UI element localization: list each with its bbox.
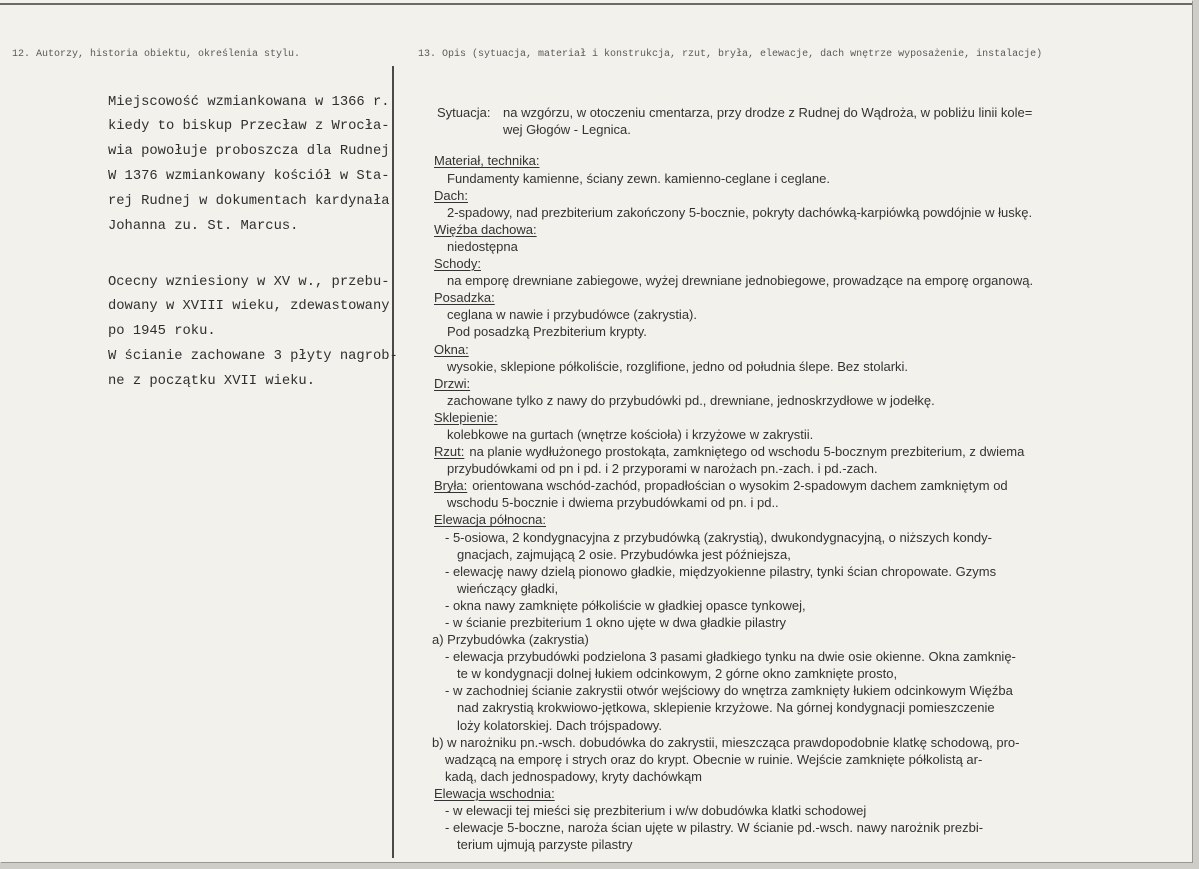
sytuacja-label: Sytuacja: [437,105,491,120]
list-item-continuation: te w kondygnacji dolnej łukiem odcinkowym, 2 górne okno zamknięte prosto, [457,666,898,682]
column-divider [392,66,394,858]
section-heading-material [432,152,1190,169]
list-item-continuation: terium ujmują parzyste pilastry [457,837,633,853]
posadzka-line: Pod posadzką Prezbiterium krypty. [447,324,647,340]
heading-text: Elewacja wschodnia: [434,785,555,801]
heading-text: Sklepienie: [434,409,498,425]
section-heading-posadzka [432,289,1190,306]
sklepienie-line: kolebkowe na gurtach (wnętrze kościoła) i krzyżowe w zakrystii. [447,426,814,442]
heading-text: Materiał, technika: [434,153,540,169]
list-item-continuation: loży kolatorskiej. Dach trójspadowy. [457,717,662,733]
section-heading-dach [432,187,1190,204]
top-border-line [0,3,1192,5]
schody-line: na emporę drewniane zabiegowe, wyżej drewniane jednobiegowe, prowadzące na emporę organową. [447,273,1034,289]
section-heading-okna [432,341,1190,358]
heading-text: Posadzka: [434,290,495,306]
rzut-line [432,443,1190,460]
wiezba-line: niedostępna [447,238,518,254]
history-line: kiedy to biskup Przecław z Wrocła- [108,119,390,135]
bryla-label: Bryła: [434,478,468,494]
sytuacja-text: na wzgórzu, w otoczeniu cmentarza, przy drodze z Rudnej do Wądroża, w pobliżu linii kole= [503,105,1033,120]
bryla-line [432,477,1190,494]
history-line: wia powołuje proboszcza dla Rudnej [108,144,390,160]
material-line: Fundamenty kamienne, ściany zewn. kamienno-ceglane i ceglane. [447,170,830,186]
heading-text: Schody: [434,256,481,272]
subsection-dobudowka: b) w narożniku pn.-wsch. dobudówka do zakrystii, mieszcząca prawdopodobnie klatkę schodową, pro- [432,734,1020,750]
history-line: dowany w XVIII wieku, zdewastowany [108,299,390,315]
section-heading-schody [432,255,1190,272]
sytuacja-line: wej Głogów - Legnica. [503,122,631,138]
history-line: W ścianie zachowane 3 płyty nagrob- [108,348,398,364]
subsection-heading-przybudowka: a) Przybudówka (zakrystia) [432,632,589,648]
history-line: W 1376 wzmiankowany kościół w Sta- [108,168,390,184]
subsection-continuation: wadzącą na emporę i strych oraz do krypt. Obecnie w ruinie. Wejście zamknięte półkolistą ar- [445,751,983,767]
heading-text: Elewacja północna: [434,512,547,528]
dach-line: 2-spadowy, nad prezbiterium zakończony 5-bocznie, pokryty dachówką-karpiówką powdójnie w łuskę. [447,204,1033,220]
list-item-continuation: wieńczący gładki, [457,580,559,596]
okna-line: wysokie, sklepione półkoliście, rozglifione, jedno od południa ślepe. Bez stolarki. [447,358,909,374]
list-item: - okna nawy zamknięte półkoliście w gładkiej opasce tynkowej, [445,597,806,613]
history-paragraph-2 [108,271,398,395]
description-column [432,104,1190,853]
list-item-continuation: nad zakrystią krokwiowo-jętkowa, sklepienie krzyżowe. Na górnej kondygnacji pomieszczenie [457,700,995,716]
section-heading-wiezba [432,221,1190,238]
list-item: - elewacje 5-boczne, naroża ścian ujęte w pilastry. W ścianie pd.-wsch. nawy narożnik prezbi- [445,820,984,836]
history-line: Ocecny wzniesiony w XV w., przebu- [108,274,390,290]
heading-text: Okna: [434,341,469,357]
rzut-text: na planie wydłużonego prostokąta, zamkniętego od wschodu 5-bocznym prezbiterium, z dwiema [469,444,1025,460]
heading-text: Drzwi: [434,375,471,391]
bryla-text: orientowana wschód-zachód, propadłościan o wysokim 2-spadowym dachem zamkniętym od [472,478,1008,494]
subsection-continuation: kadą, dach jednospadowy, kryty dachówkąm [445,768,703,784]
section-heading-elewacja-polnocna [432,511,1190,528]
rzut-label: Rzut: [434,444,465,460]
section-12-header: 12. Autorzy, historia obiektu, określenia stylu. [12,49,301,60]
list-item: - w zachodniej ścianie zakrystii otwór wejściowy do wnętrza zamknięty łukiem odcinkowym Więźba [445,683,1013,699]
history-paragraph-1 [108,91,390,240]
list-item: - w elewacji tej mieści się prezbiterium i w/w dobudówka klatki schodowej [445,803,867,819]
section-13-header: 13. Opis (sytuacja, materiał i konstrukcja, rzut, bryła, elewacje, dach wnętrze wyposażenie, instalacje) [418,49,1043,60]
history-line: Miejscowość wzmiankowana w 1366 r. [108,94,390,110]
section-heading-sklepienie [432,409,1190,426]
bryla-line: wschodu 5-bocznie i dwiema przybudówkami od pn. i pd.. [447,495,779,511]
list-item: - elewacja przybudówki podzielona 3 pasami gładkiego tynku na dwie osie okienne. Okna zamknię- [445,649,1016,665]
spacer [432,138,1190,152]
rzut-line: przybudówkami od pn i pd. i 2 przyporami w narożach pn.-zach. i pd.-zach. [447,461,878,477]
list-item: - elewację nawy dzielą pionowo gładkie, międzyokienne pilastry, tynki ścian chropowate. Gzyms [445,563,997,579]
history-line: ne z początku XVII wieku. [108,373,315,389]
list-item: - 5-osiowa, 2 kondygnacyjna z przybudówką (zakrystią), dwukondygnacyjną, o niższych kondy- [445,529,992,545]
posadzka-line: ceglana w nawie i przybudówce (zakrystia). [447,307,697,323]
drzwi-line: zachowane tylko z nawy do przybudówki pd., drewniane, jednoskrzydłowe w jodełkę. [447,392,935,408]
heading-text: Dach: [434,187,468,203]
list-item: - w ścianie prezbiterium 1 okno ujęte w dwa gładkie pilastry [445,615,787,631]
history-line: Johanna zu. St. Marcus. [108,218,299,234]
section-heading-drzwi [432,375,1190,392]
sytuacja-line [432,104,1190,121]
section-heading-elewacja-wschodnia [432,785,1190,802]
history-line: po 1945 roku. [108,324,216,340]
history-line: rej Rudnej w dokumentach kardynała [108,193,390,209]
list-item-continuation: gnacjach, zajmującą 2 osie. Przybudówka jest późniejsza, [457,546,791,562]
heading-text: Więźba dachowa: [434,221,537,237]
